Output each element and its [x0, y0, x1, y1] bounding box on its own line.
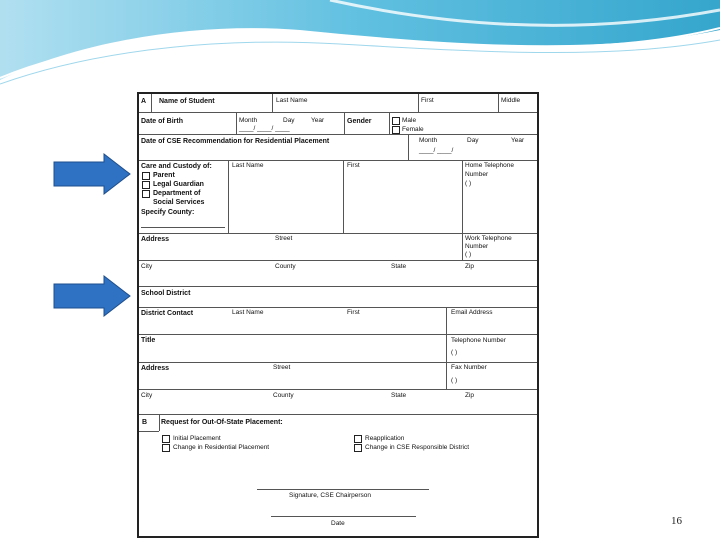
cse-placement-form — [137, 92, 539, 538]
dob-year-label: Year — [311, 117, 325, 124]
cse-blanks: ____/ ____/ — [419, 147, 454, 154]
city-label: City — [141, 263, 153, 270]
date-label: Date — [331, 520, 345, 527]
work-telephone-label: Work Telephone — [465, 235, 512, 242]
reapplication-label: Reapplication — [365, 435, 405, 442]
first-label: First — [421, 97, 434, 104]
specify-county-label: Specify County: — [141, 209, 195, 216]
dc-last-name-label: Last Name — [232, 309, 264, 316]
name-of-student-label: Name of Student — [159, 98, 215, 105]
telephone-number-label: Telephone Number — [451, 337, 506, 344]
department-checkbox — [142, 190, 150, 198]
city2-label: City — [141, 392, 153, 399]
request-label: Request for Out-Of-State Placement: — [161, 419, 283, 426]
gender-label: Gender — [347, 118, 372, 125]
last-name-label: Last Name — [276, 97, 308, 104]
street2-label: Street — [273, 364, 291, 371]
page-number: 16 — [671, 515, 682, 527]
zip-label: Zip — [465, 263, 475, 270]
cse-day-label: Day — [467, 137, 479, 144]
fax-paren: ( ) — [451, 377, 458, 384]
title-label: Title — [141, 337, 156, 344]
department-label: Department of — [153, 190, 201, 197]
male-label: Male — [402, 117, 417, 124]
female-label: Female — [402, 126, 424, 133]
street-label: Street — [275, 235, 293, 242]
dob-day-label: Day — [283, 117, 295, 124]
social-services-label: Social Services — [153, 199, 205, 206]
care-first-label: First — [347, 162, 360, 169]
date-cse-label: Date of CSE Recommendation for Residential Placement — [141, 138, 330, 145]
tel-paren: ( ) — [451, 349, 458, 356]
parent-label: Parent — [153, 172, 175, 179]
cse-year-label: Year — [511, 137, 525, 144]
state-label: State — [391, 263, 407, 270]
change-residential-checkbox — [162, 444, 170, 452]
work-number-label: Number — [465, 243, 489, 250]
legal-guardian-checkbox — [142, 181, 150, 189]
section-a-label: A — [141, 98, 147, 105]
change-cse-checkbox — [354, 444, 362, 452]
work-paren: ( ) — [465, 251, 472, 258]
county-label: County — [275, 263, 296, 270]
zip2-label: Zip — [465, 392, 475, 399]
home-paren: ( ) — [465, 180, 472, 187]
arrow-right-icon — [52, 275, 132, 317]
address-label: Address — [141, 236, 170, 243]
parent-checkbox — [142, 172, 150, 180]
signature-label: Signature, CSE Chairperson — [289, 492, 372, 499]
state2-label: State — [391, 392, 407, 399]
home-number-label: Number — [465, 171, 489, 178]
arrow-right-icon — [52, 153, 132, 195]
female-checkbox — [392, 126, 400, 134]
care-last-name-label: Last Name — [232, 162, 264, 169]
initial-placement-checkbox — [162, 435, 170, 443]
header-swoosh-decoration — [0, 0, 720, 90]
school-district-label: School District — [141, 290, 191, 297]
section-b-label: B — [142, 419, 148, 426]
male-checkbox — [392, 117, 400, 125]
initial-placement-label: Initial Placement — [173, 435, 221, 442]
county2-label: County — [273, 392, 294, 399]
date-of-birth-label: Date of Birth — [141, 118, 183, 125]
change-cse-label: Change in CSE Responsible District — [365, 444, 470, 451]
address2-label: Address — [141, 365, 170, 372]
dob-month-label: Month — [239, 117, 258, 124]
home-telephone-label: Home Telephone — [465, 162, 515, 169]
fax-number-label: Fax Number — [451, 364, 487, 371]
cse-month-label: Month — [419, 137, 438, 144]
change-residential-label: Change in Residential Placement — [173, 444, 270, 451]
district-contact-label: District Contact — [141, 310, 194, 317]
email-address-label: Email Address — [451, 309, 493, 316]
reapplication-checkbox — [354, 435, 362, 443]
middle-label: Middle — [501, 97, 521, 104]
legal-guardian-label: Legal Guardian — [153, 181, 204, 188]
care-custody-label: Care and Custody of: — [141, 163, 212, 170]
dob-blanks: ____/ ____/ ____ — [239, 125, 290, 132]
dc-first-label: First — [347, 309, 360, 316]
